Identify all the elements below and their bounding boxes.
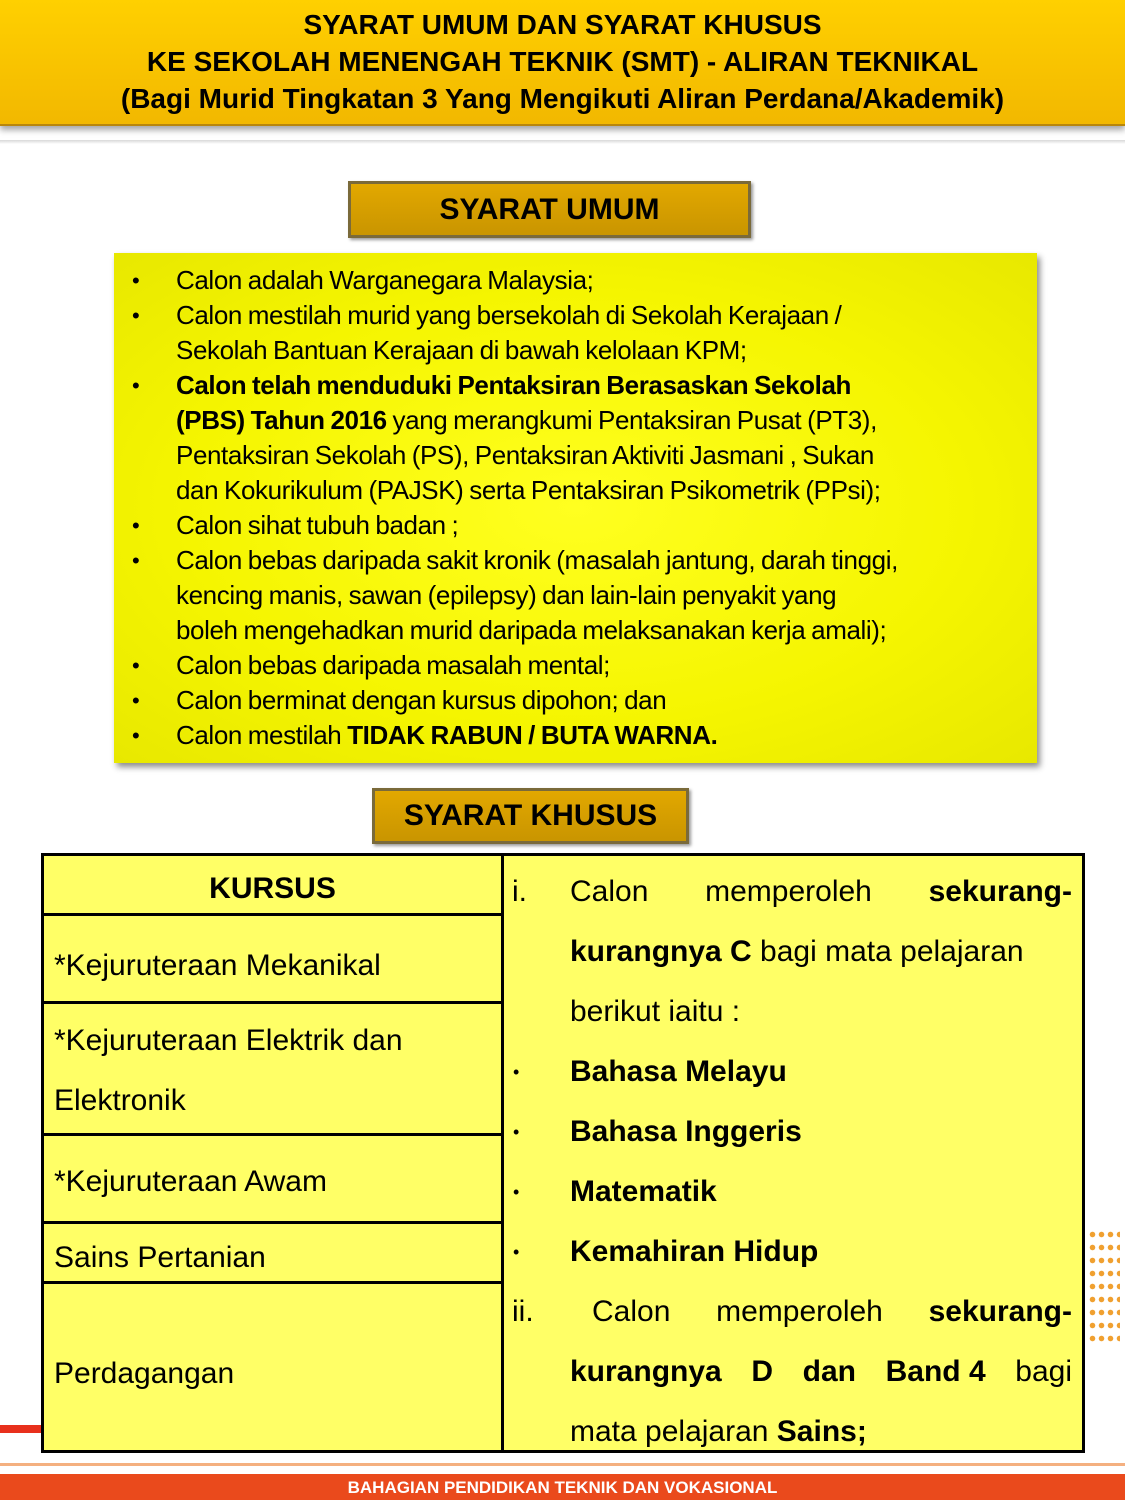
syarat-khusus-label: SYARAT KHUSUS	[372, 788, 689, 844]
list-item: • Calon adalah Warganegara Malaysia;	[128, 263, 1023, 298]
header-title-line2: KE SEKOLAH MENENGAH TEKNIK (SMT) - ALIRAN TEKNIKAL	[146, 46, 979, 77]
requirement-line: i. Calon memperoleh sekurang-	[512, 875, 1072, 908]
list-item: • Calon mestilah murid yang bersekolah di Sekolah Kerajaan / Sekolah Bantuan Kerajaan di bawah kelolaan KPM;	[128, 298, 1023, 368]
requirement-line: mata pelajaran Sains;	[570, 1415, 867, 1448]
header-title-line3: (Bagi Murid Tingkatan 3 Yang Mengikuti Aliran Perdana/Akademik)	[120, 83, 1005, 114]
table-row: *Kejuruteraan Awam	[44, 1136, 501, 1224]
list-item: • Calon bebas daripada masalah mental;	[128, 648, 1023, 683]
table-row: *Kejuruteraan Mekanikal	[44, 916, 501, 1004]
kursus-header: KURSUS	[44, 856, 501, 916]
list-item: • Bahasa Inggeris	[513, 1115, 802, 1148]
list-item: • Calon sihat tubuh badan ;	[128, 508, 1023, 543]
table-row: *Kejuruteraan Elektrik dan Elektronik	[44, 1004, 501, 1136]
decorative-dots	[1088, 1228, 1120, 1348]
footer-banner: BAHAGIAN PENDIDIKAN TEKNIK DAN VOKASIONAL	[0, 1474, 1125, 1500]
decorative-bar	[0, 1425, 41, 1433]
requirement-line: berikut iaitu :	[570, 995, 741, 1028]
kursus-column	[41, 853, 504, 1453]
requirement-line: ii. Calon memperoleh sekurang-	[512, 1295, 1072, 1328]
list-item: • Kemahiran Hidup	[513, 1235, 819, 1268]
footer-divider	[0, 1463, 1125, 1466]
syarat-umum-label: SYARAT UMUM	[348, 181, 751, 238]
page-header	[0, 0, 1125, 126]
requirements-column	[504, 853, 1085, 1453]
list-item: • Calon berminat dengan kursus dipohon; dan	[128, 683, 1023, 718]
list-item: • Calon mestilah TIDAK RABUN / BUTA WARNA.	[128, 718, 1023, 753]
list-item: • Matematik	[513, 1175, 717, 1208]
table-row: Perdagangan	[54, 1357, 235, 1390]
requirement-line: kurangnya C bagi mata pelajaran	[570, 935, 1024, 968]
table-row: Sains Pertanian	[44, 1224, 501, 1284]
list-item: • Calon bebas daripada sakit kronik (masalah jantung, darah tinggi, kencing manis, sawan (epilepsy) dan lain-lain penyakit yang boleh mengehadkan murid daripada melaksanakan kerja amali);	[128, 543, 1023, 648]
header-title-line1: SYARAT UMUM DAN SYARAT KHUSUS	[303, 9, 822, 40]
list-item: • Bahasa Melayu	[513, 1055, 787, 1088]
list-item: • Calon telah menduduki Pentaksiran Berasaskan Sekolah (PBS) Tahun 2016 yang merangkumi Pentaksiran Pusat (PT3), Pentaksiran Sekolah (PS), Pentaksiran Aktiviti Jasmani , Sukan dan Kokurikulum (PAJSK) serta Pentaksiran Psikometrik (PPsi);	[128, 368, 1023, 508]
syarat-umum-box	[114, 253, 1037, 763]
header-divider	[0, 140, 1125, 144]
requirement-line: kurangnya D dan Band 4 bagi	[570, 1355, 1072, 1388]
syarat-umum-list	[128, 263, 1023, 753]
